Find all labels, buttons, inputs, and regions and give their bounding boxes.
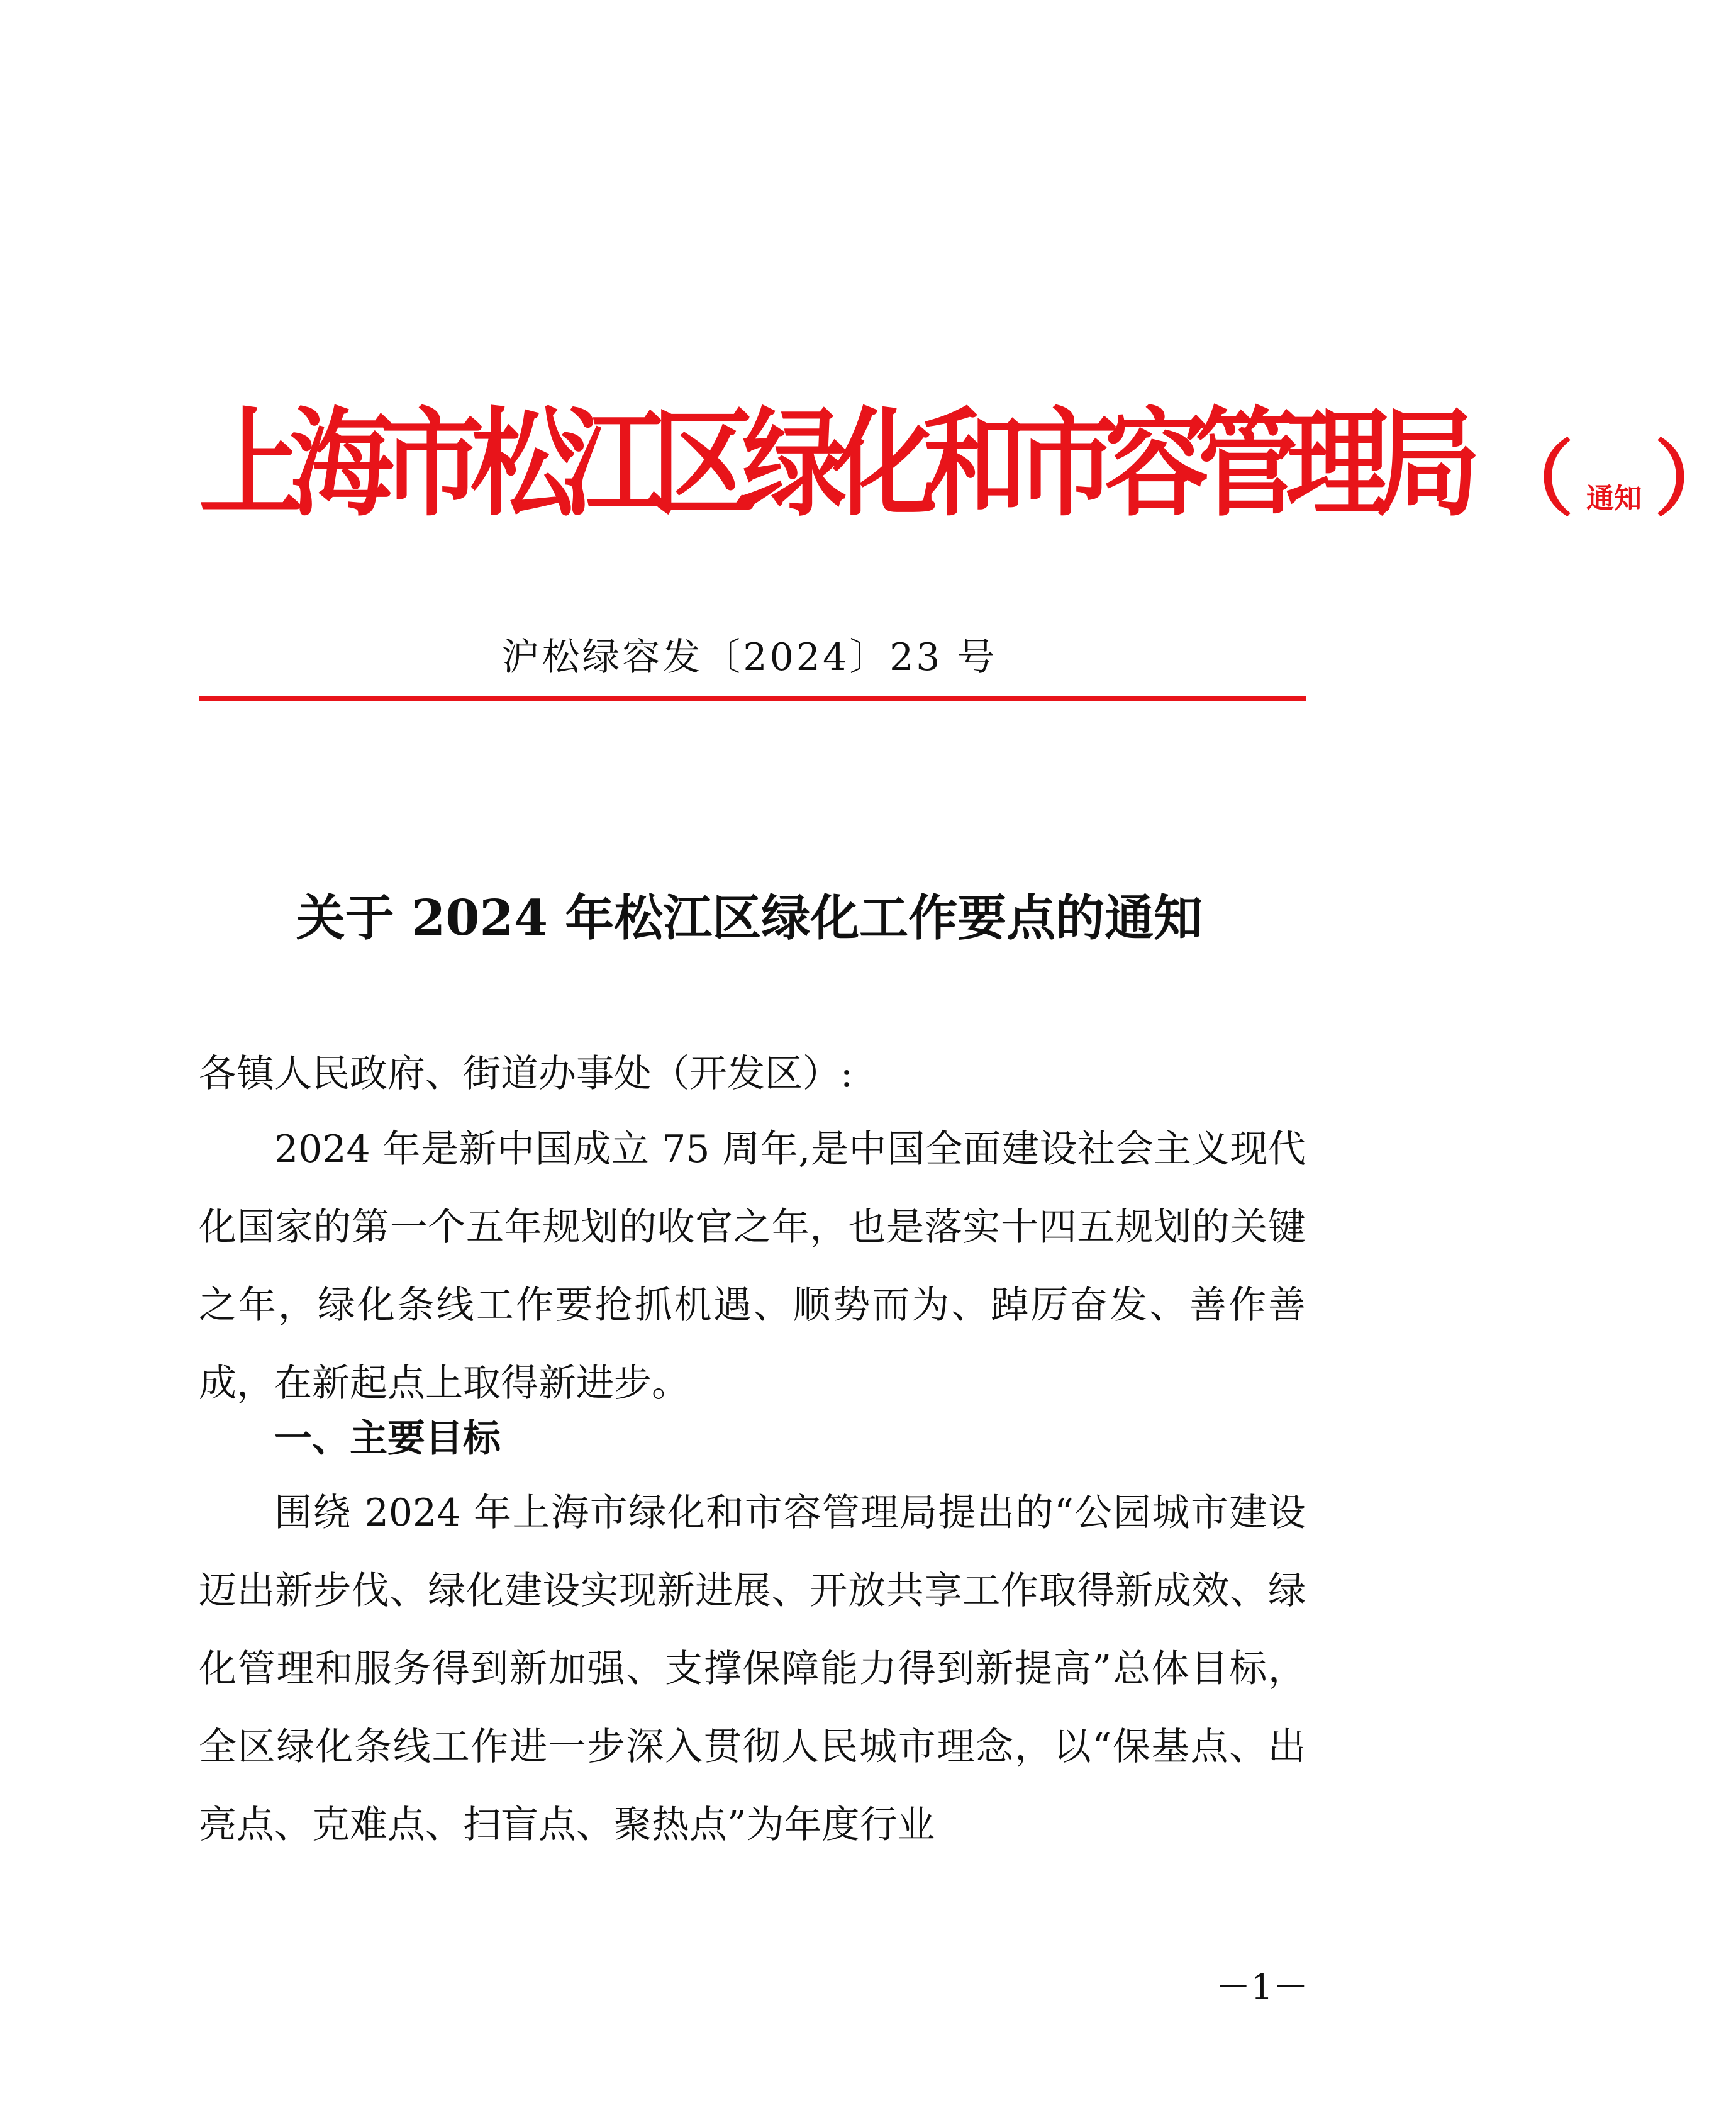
paragraph-goals: 围绕 2024 年上海市绿化和市容管理局提出的“公园城市建设迈出新步伐、绿化建设实现新进展、开放共享工作取得新成效、绿化管理和服务得到新加强、支撑保障能力得到新提高”总体目标，全区绿化条线工作进一步深入贯彻人民城市理念，以“保基点、出亮点、克难点、扫盲点、聚热点”为年度行业: [199, 1491, 1306, 1847]
red-divider-line: [199, 696, 1306, 701]
header-paren-close: ）: [1654, 431, 1736, 527]
document-type: 通知: [1586, 483, 1642, 515]
page-number: －1－: [1215, 1967, 1308, 2008]
header-paren-open: （: [1492, 431, 1574, 527]
document-number: 沪松绿容发〔2024〕23 号: [501, 635, 998, 679]
section-heading-main-goals: 一、主要目标: [274, 1417, 501, 1461]
issuing-organization: 上海市松江区绿化和市容管理局: [199, 395, 1467, 533]
salutation: 各镇人民政府、街道办事处（开发区）:: [199, 1052, 854, 1096]
document-title: 关于 2024 年松江区绿化工作要点的通知: [296, 890, 1203, 947]
paragraph-intro: 2024 年是新中国成立 75 周年,是中国全面建设社会主义现代化国家的第一个五年规划的收官之年，也是落实十四五规划的关键之年，绿化条线工作要抢抓机遇、顺势而为、踔厉奋发、善作善成，在新起点上取得新进步。: [199, 1127, 1306, 1405]
red-header: [199, 395, 1736, 535]
